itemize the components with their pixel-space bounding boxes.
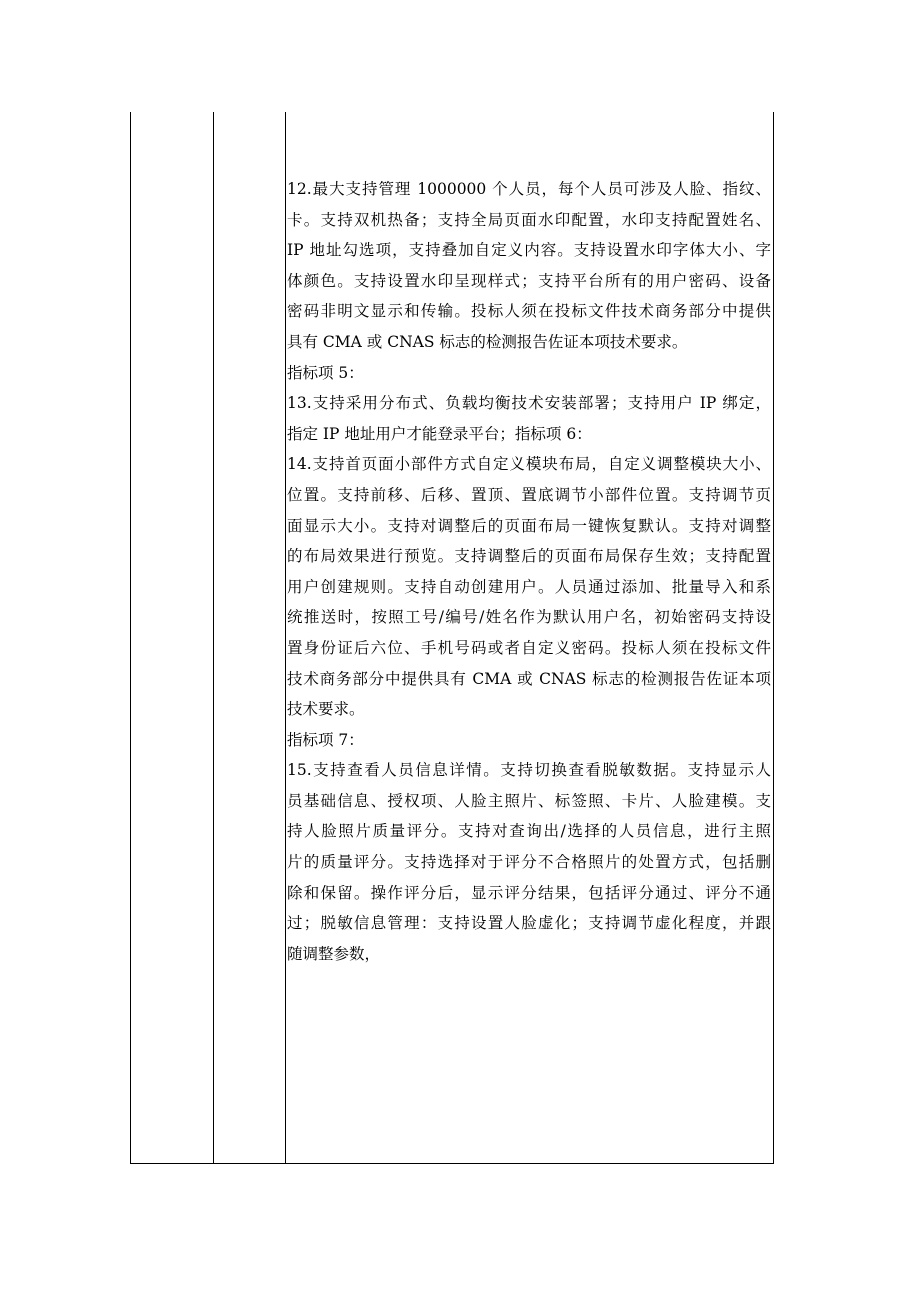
text-line: 位置。支持前移、后移、置顶、置底调节小部件位置。支持调节页 — [287, 485, 771, 504]
text-line: 15.支持查看人员信息详情。支持切换查看脱敏数据。支持显示人 — [287, 761, 771, 780]
column-divider-1 — [213, 112, 214, 1163]
text-line: 密码非明文显示和传输。投标人须在投标文件技术商务部分中提供 — [287, 302, 771, 321]
text-line: 持人脸照片质量评分。支持对查询出/选择的人员信息，进行主照 — [287, 822, 771, 841]
text-line: 12.最大支持管理 1000000 个人员，每个人员可涉及人脸、指纹、 — [287, 180, 771, 198]
text-line: 指标项 7： — [287, 730, 364, 749]
text-line: 指标项 5： — [287, 363, 364, 382]
text-line: 除和保留。操作评分后，显示评分结果，包括评分通过、评分不通 — [287, 883, 771, 902]
text-line: 14.支持首页面小部件方式自定义模块布局，自定义调整模块大小、 — [287, 455, 771, 474]
text-line: 员基础信息、授权项、人脸主照片、标签照、卡片、人脸建模。支 — [287, 791, 771, 810]
text-line: 面显示大小。支持对调整后的页面布局一键恢复默认。支持对调整 — [287, 516, 771, 535]
text-line: 体颜色。支持设置水印呈现样式；支持平台所有的用户密码、设备 — [287, 271, 771, 290]
text-line: 具有 CMA 或 CNAS 标志的检测报告佐证本项技术要求。 — [287, 332, 688, 351]
text-line: 的布局效果进行预览。支持调整后的页面布局保存生效；支持配置 — [287, 547, 771, 566]
text-line: 片的质量评分。支持选择对于评分不合格照片的处置方式，包括删 — [287, 853, 771, 872]
text-line: 指定 IP 地址用户才能登录平台；指标项 6： — [287, 424, 592, 443]
text-line: 技术要求。 — [287, 700, 365, 719]
text-line: 统推送时，按照工号/编号/姓名作为默认用户名，初始密码支持设 — [287, 608, 771, 627]
text-line: 技术商务部分中提供具有 CMA 或 CNAS 标志的检测报告佐证本项 — [287, 669, 771, 688]
requirements-cell — [286, 174, 773, 969]
text-line: 随调整参数， — [287, 944, 381, 963]
text-line: IP 地址勾选项，支持叠加自定义内容。支持设置水印字体大小、字 — [287, 241, 771, 260]
text-line: 用户创建规则。支持自动创建用户。人员通过添加、批量导入和系 — [287, 577, 771, 596]
text-line: 置身份证后六位、手机号码或者自定义密码。投标人须在投标文件 — [287, 638, 771, 657]
text-line: 13.支持采用分布式、负载均衡技术安装部署；支持用户 IP 绑定， — [287, 394, 771, 413]
spec-table — [130, 112, 774, 1164]
text-line: 过；脱敏信息管理：支持设置人脸虚化；支持调节虚化程度，并跟 — [287, 914, 771, 933]
text-line: 卡。支持双机热备；支持全局页面水印配置，水印支持配置姓名、 — [287, 210, 771, 229]
